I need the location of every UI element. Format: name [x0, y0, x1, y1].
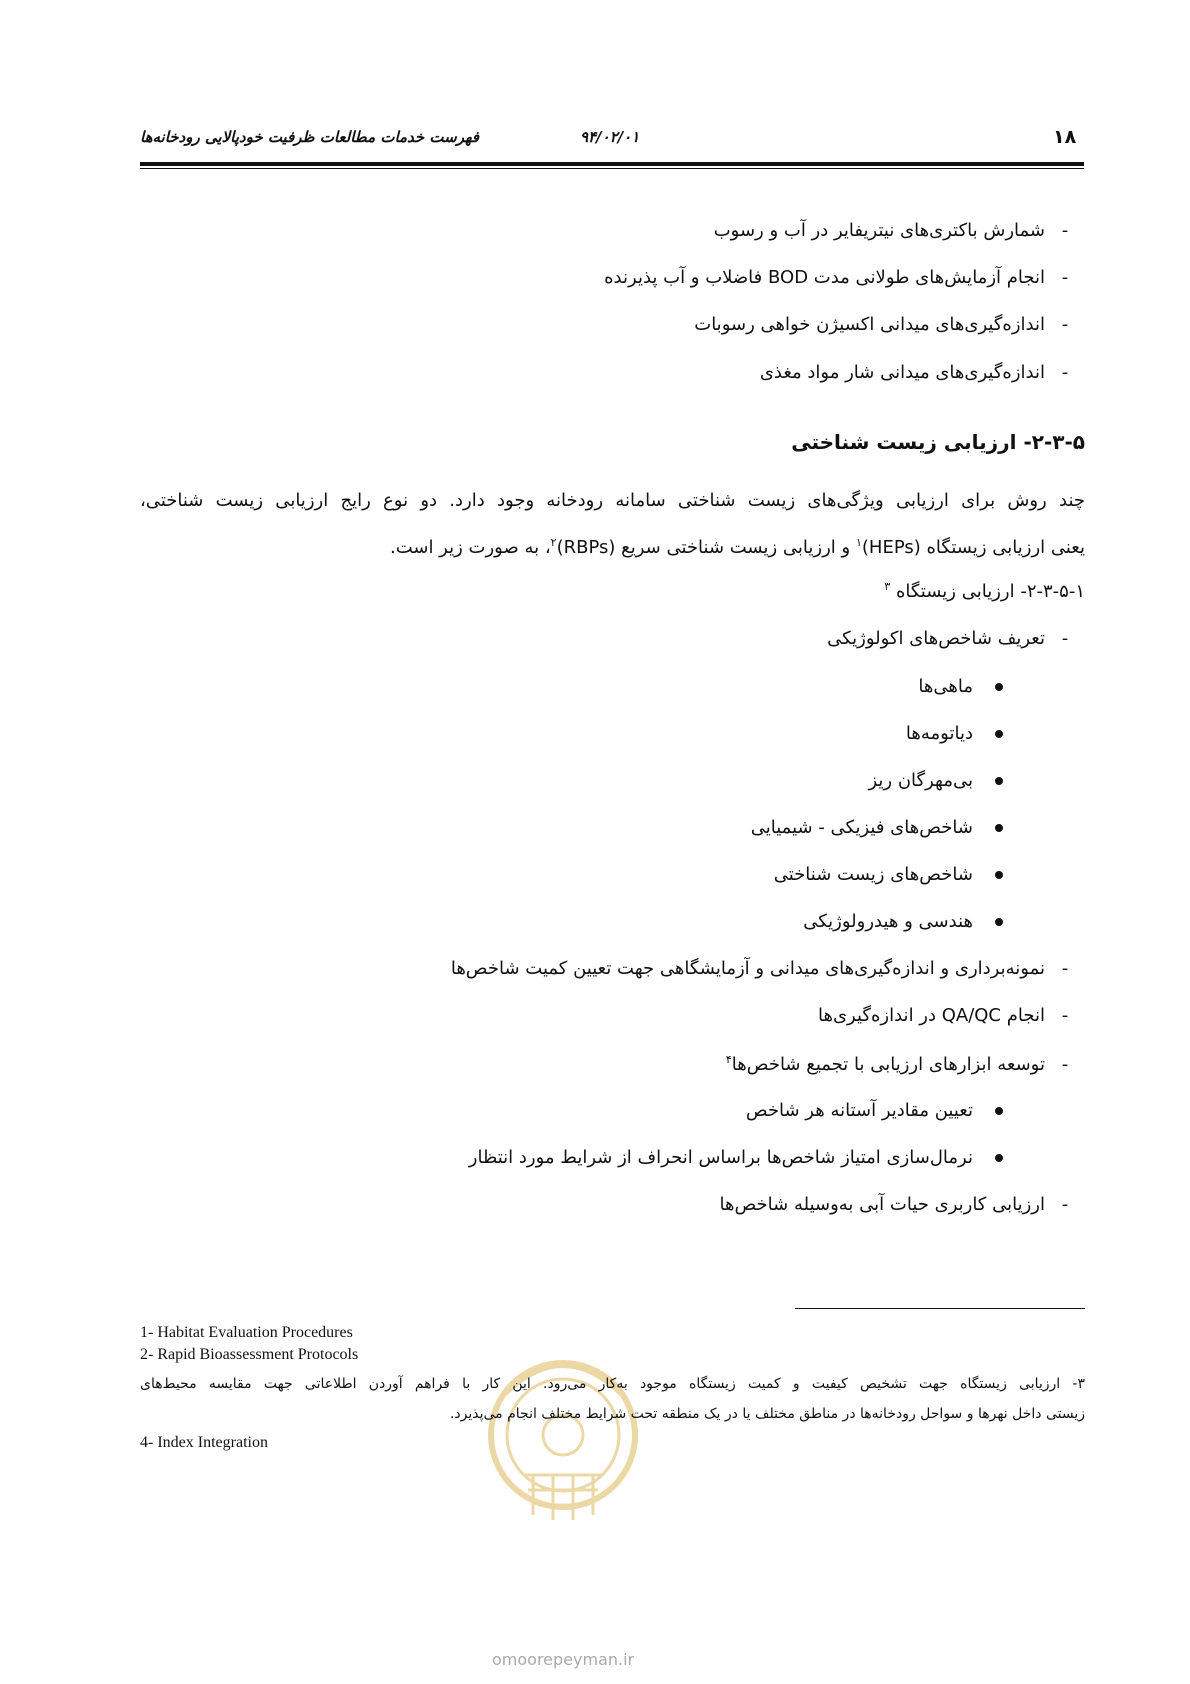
header-rule-thick [140, 162, 1084, 166]
list-item: -اندازه‌گیری‌های میدانی شار مواد مغذی [759, 362, 1069, 383]
bullet-item: ماهی‌ها [918, 676, 1085, 697]
list-item: -ارزیابی کاربری حیات آبی به‌وسیله شاخص‌ها [719, 1194, 1069, 1215]
bullet-item: شاخص‌های زیست شناختی [774, 864, 1085, 885]
list-item: -شمارش باکتری‌های نیتریفایر در آب و رسوب [713, 220, 1069, 241]
paragraph-line: چند روش برای ارزیابی ویژگی‌های زیست شناختی سامانه رودخانه وجود دارد. دو نوع رایج ارزیابی زیست شناختی، [140, 490, 1085, 511]
footnote: 2- Rapid Bioassessment Protocols [140, 1346, 359, 1363]
page-number: ۱۸ [1053, 126, 1077, 148]
footnote-separator [795, 1308, 1085, 1309]
footnote: ۳- ارزیابی زیستگاه جهت تشخیص کیفیت و کمیت زیستگاه موجود به‌کار می‌رود. این کار با فراهم آوردن اطلاعاتی جهت مقایسه محیط‌های [140, 1376, 1085, 1392]
watermark-site: omoorepeyman.ir [492, 1650, 635, 1669]
list-item: -اندازه‌گیری‌های میدانی اکسیژن خواهی رسوبات [694, 314, 1069, 335]
header-rule-thin [140, 168, 1084, 169]
bullet-item: شاخص‌های فیزیکی - شیمیایی [751, 817, 1085, 838]
footnote: 1- Habitat Evaluation Procedures [140, 1324, 353, 1341]
bullet-item: بی‌مهرگان ریز [868, 770, 1085, 791]
footnote: زیستی داخل نهرها و سواحل رودخانه‌ها در مناطق مختلف یا در یک منطقه تحت شرایط مختلف انجام می‌پذیرد. [449, 1406, 1085, 1422]
paragraph-line: یعنی ارزیابی زیستگاه (HEPs)$^۱$ و ارزیابی زیست شناختی سریع (RBPs)$^۲$، به صورت زیر است. [389, 536, 1085, 558]
footnote: 4- Index Integration [140, 1434, 268, 1451]
section-title: ۲-۳-۵- ارزیابی زیست شناختی [791, 430, 1085, 454]
bullet-item: نرمال‌سازی امتیاز شاخص‌ها براساس انحراف از شرایط مورد انتظار [469, 1147, 1085, 1168]
list-item: -انجام QA/QC در اندازه‌گیری‌ها [817, 1005, 1069, 1026]
header-date: ۹۴/۰۲/۰۱ [580, 128, 640, 146]
subsection-title: ۲-۳-۵-۱- ارزیابی زیستگاه $^۳$ [884, 580, 1085, 602]
header-title: فهرست خدمات مطالعات ظرفیت خودپالایی رودخانه‌ها [140, 128, 480, 146]
bullet-item: هندسی و هیدرولوژیکی [803, 911, 1085, 932]
bullet-item: تعیین مقادیر آستانه هر شاخص [746, 1100, 1085, 1121]
list-item: -تعریف شاخص‌های اکولوژیکی [827, 628, 1069, 649]
list-item: -توسعه ابزارهای ارزیابی با تجمیع شاخص‌ها$^۴$ [725, 1053, 1069, 1075]
list-item: -نمونه‌برداری و اندازه‌گیری‌های میدانی و آزمایشگاهی جهت تعیین کمیت شاخص‌ها [450, 958, 1069, 979]
bullet-item: دیاتومه‌ها [906, 723, 1085, 744]
list-item: -انجام آزمایش‌های طولانی مدت BOD فاضلاب و آب پذیرنده [604, 267, 1069, 288]
publisher-seal [478, 1325, 648, 1585]
